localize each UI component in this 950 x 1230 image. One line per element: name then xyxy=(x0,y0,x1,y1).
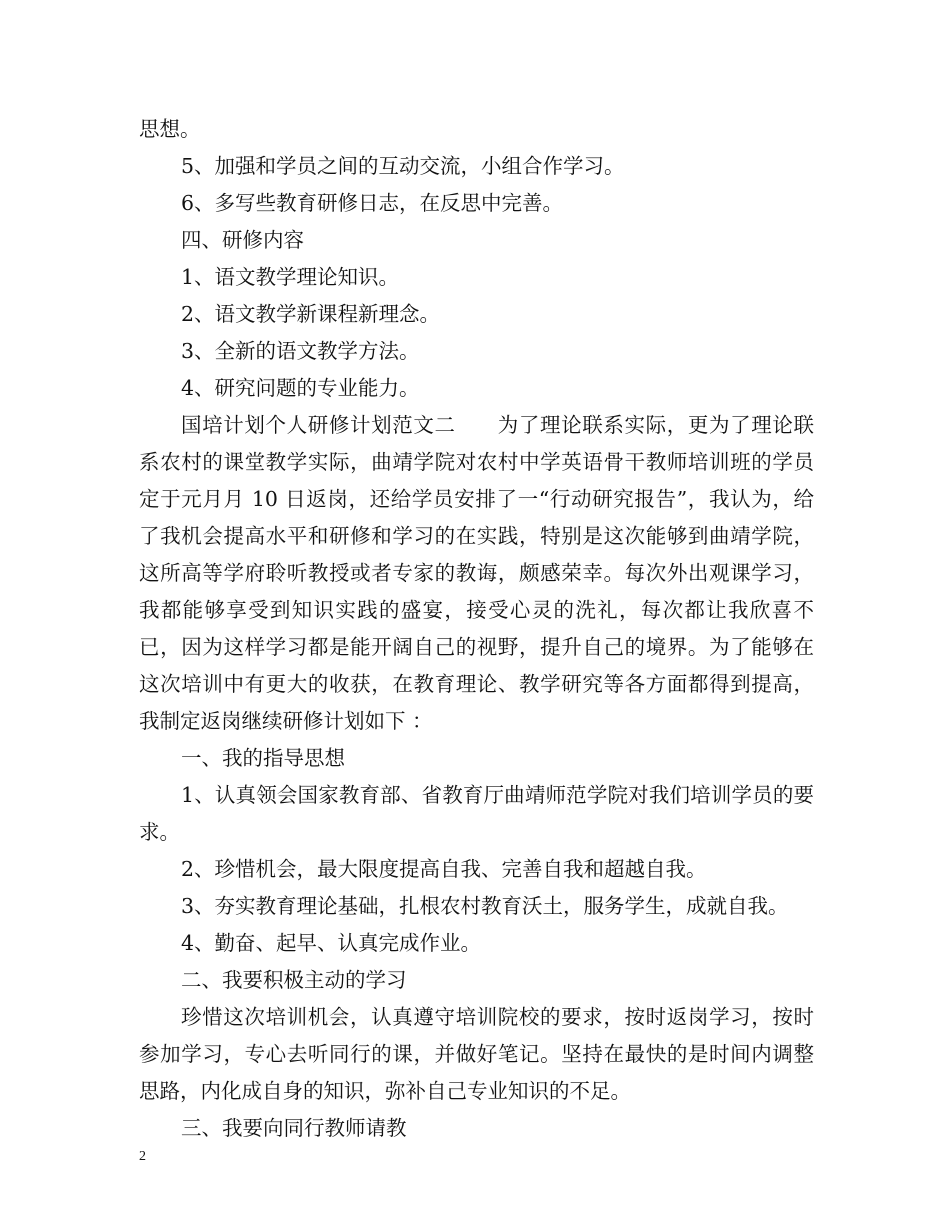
paragraph: 6、多写些教育研修日志，在反思中完善。 xyxy=(181,191,564,215)
paragraph: 国培计划个人研修计划范文二 为了理论联系实际，更为了理论联系农村的课堂教学实际，曲靖学院对农村中学英语骨干教师培训班的学员定于元月月 10 日返岗，还给学员安排了一“行动研究报告”，我认为，给了我机会提高水平和研修和学习的在实践，特别是这次能够到曲靖学院，这所高等学府聆听教授或者专家的教诲，颇感荣幸。每次外出观课学习，我都能够享受到知识实践的盛宴，接受心灵的洗礼，每次都让我欣喜不已，因为这样学习都是能开阔自己的视野，提升自己的境界。为了能够在这次培训中有更大的收获，在教育理论、教学研究等各方面都得到提高，我制定返岗继续研修计划如下 ： xyxy=(139,413,814,733)
paragraph: 1、认真领会国家教育部、省教育厅曲靖师范学院对我们培训学员的要求。 xyxy=(139,783,814,844)
paragraph: 珍惜这次培训机会，认真遵守培训院校的要求，按时返岗学习，按时参加学习，专心去听同行的课，并做好笔记。坚持在最快的是时间内调整思路，内化成自身的知识，弥补自己专业知识的不足。 xyxy=(139,1005,814,1103)
section-heading: 四、研修内容 xyxy=(181,228,304,252)
paragraph: 思想。 xyxy=(139,117,201,141)
paragraph: 2、语文教学新课程新理念。 xyxy=(181,302,441,326)
section-heading: 二、我要积极主动的学习 xyxy=(181,968,407,992)
paragraph: 3、夯实教育理论基础，扎根农村教育沃土，服务学生，成就自我。 xyxy=(181,894,789,918)
paragraph: 4、勤奋、起早、认真完成作业。 xyxy=(181,931,482,955)
document-body xyxy=(139,111,814,1147)
paragraph: 1、语文教学理论知识。 xyxy=(181,265,400,289)
section-heading: 三、我要向同行教师请教 xyxy=(181,1116,407,1140)
paragraph: 4、研究问题的专业能力。 xyxy=(181,376,420,400)
paragraph: 5、加强和学员之间的互动交流，小组合作学习。 xyxy=(181,154,625,178)
section-heading: 一、我的指导思想 xyxy=(181,746,345,770)
paragraph: 2、珍惜机会，最大限度提高自我、完善自我和超越自我。 xyxy=(181,857,707,881)
page-number: 2 xyxy=(139,1149,146,1164)
paragraph: 3、全新的语文教学方法。 xyxy=(181,339,420,363)
